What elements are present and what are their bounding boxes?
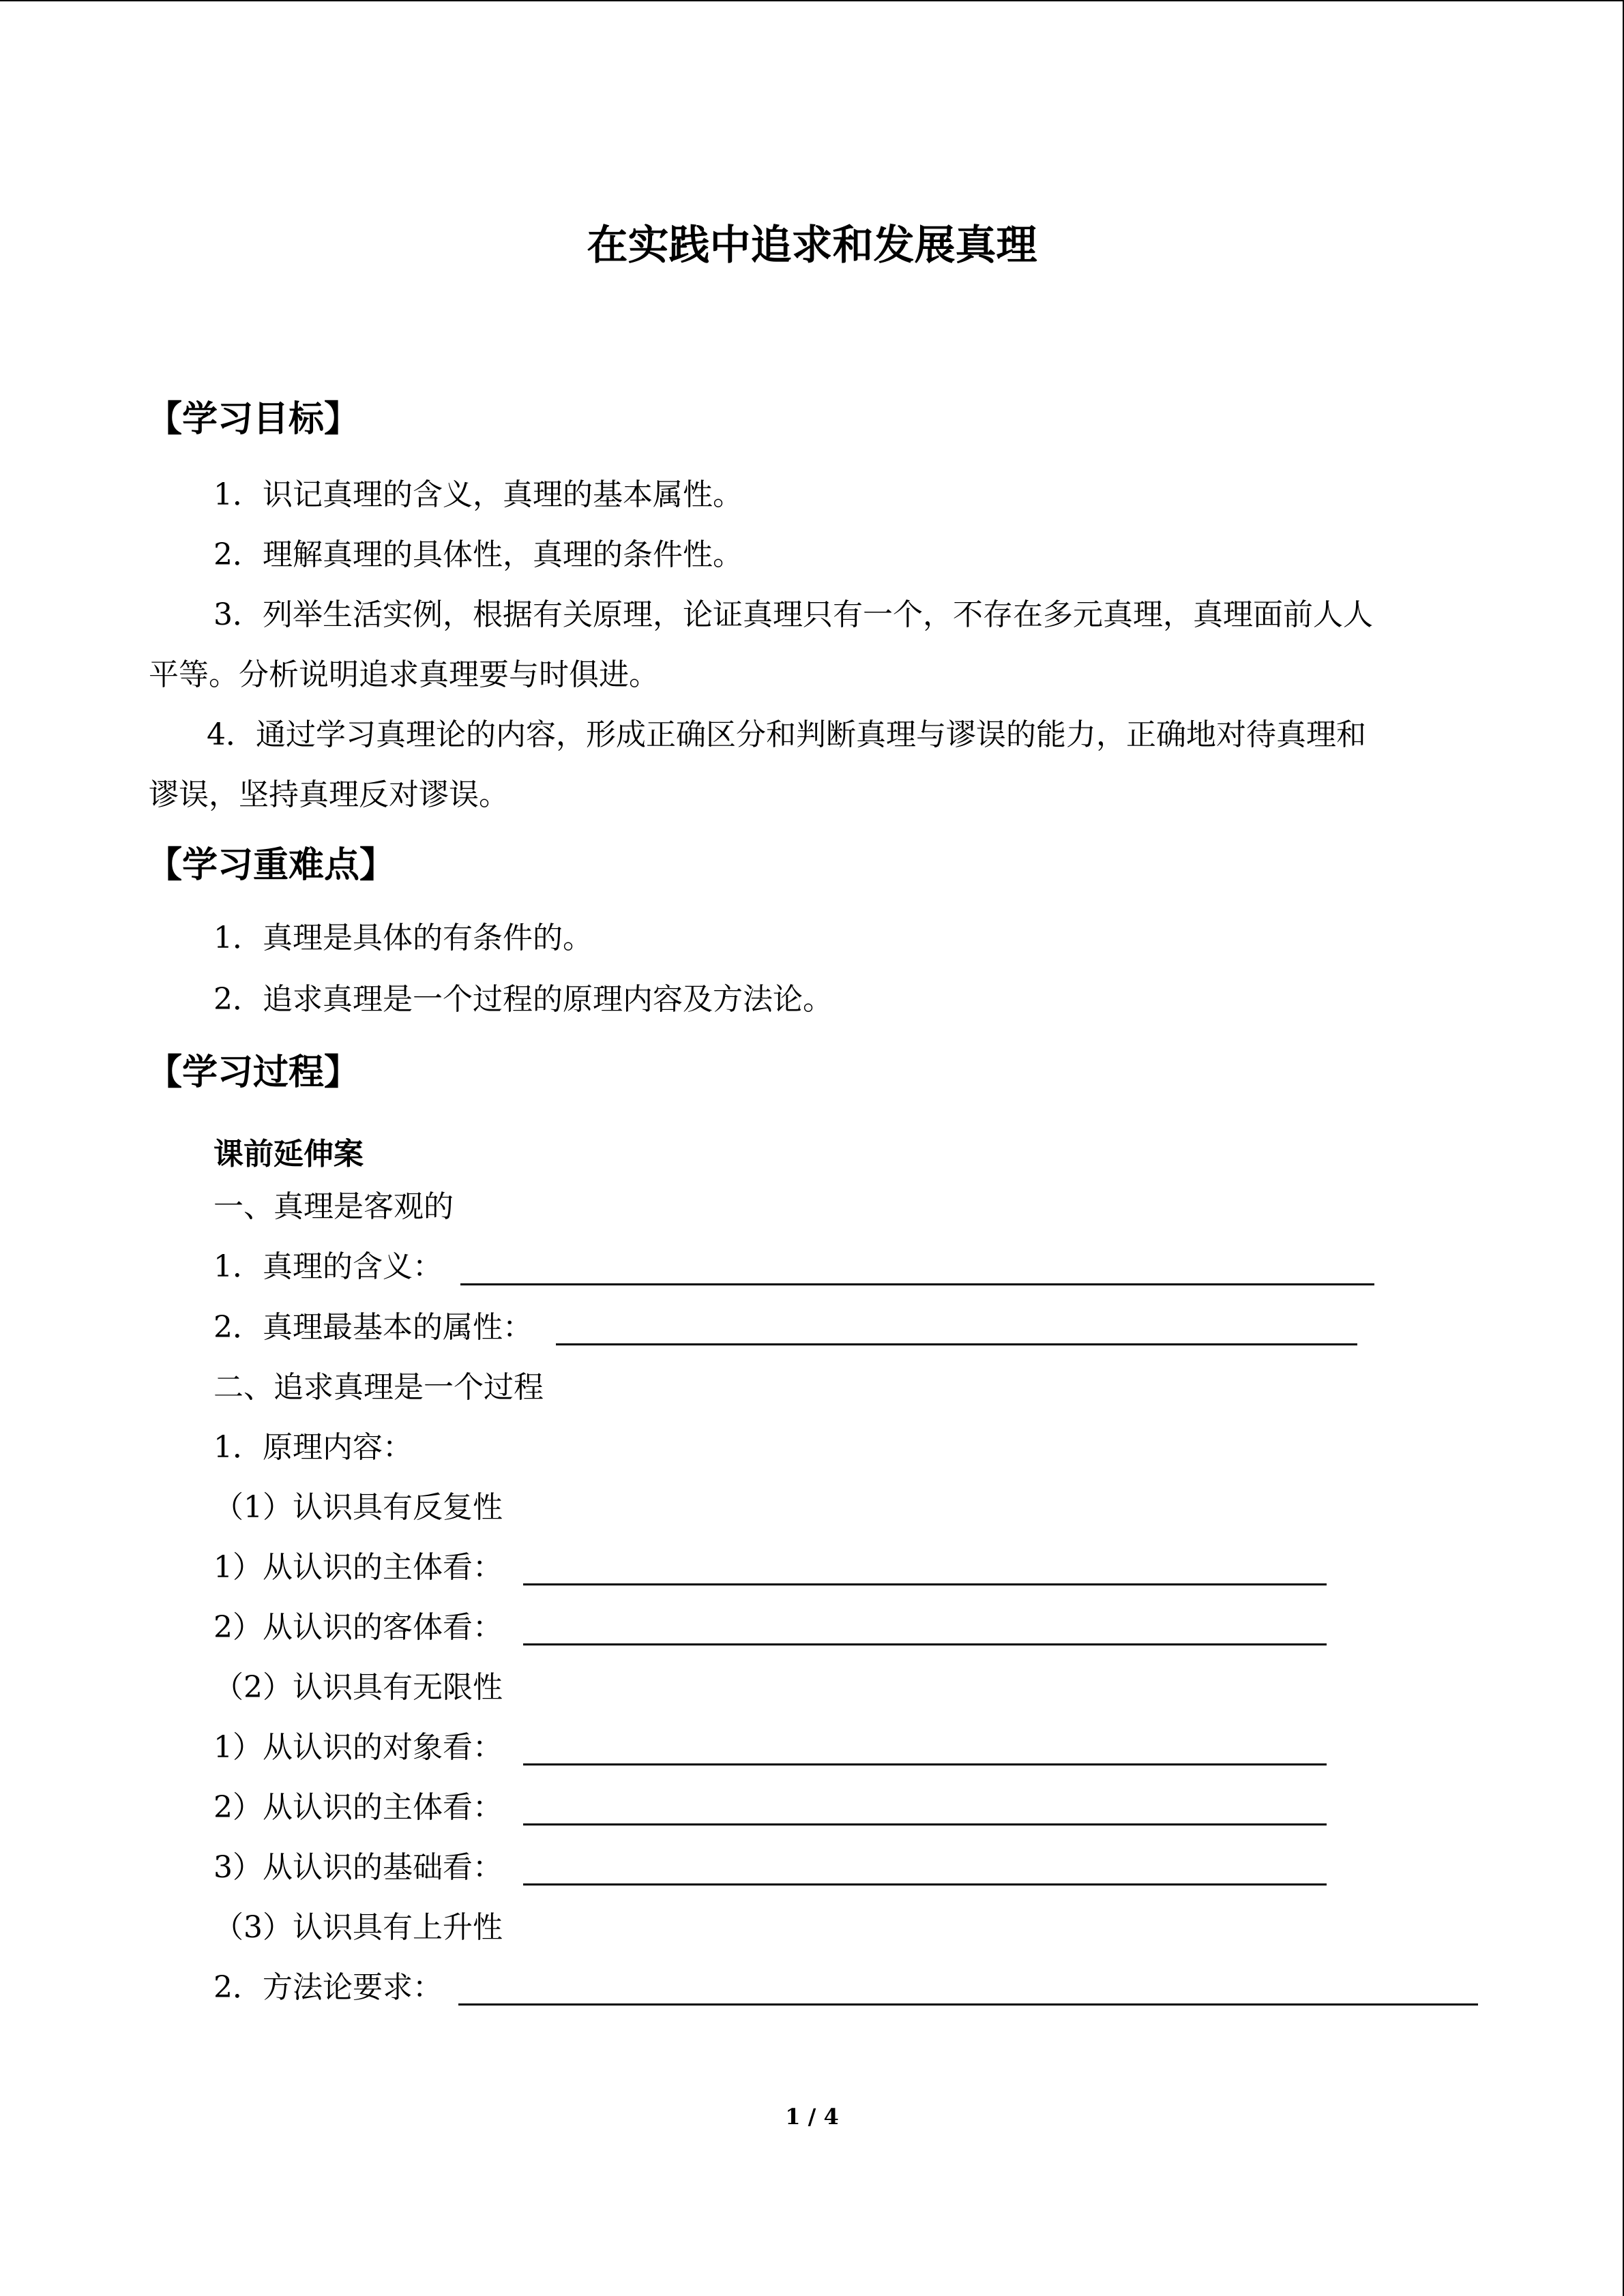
section-heading-process: 【学习过程】 [147, 1052, 360, 1093]
process-line: 1）从认识的主体看： [213, 1550, 503, 1585]
process-line: （1）认识具有反复性 [213, 1490, 503, 1525]
fill-in-blank-line [523, 1583, 1327, 1585]
document-title: 在实践中追求和发展真理 [587, 222, 1037, 269]
fill-in-blank-line [556, 1343, 1357, 1345]
page-number: 1 / 4 [785, 2104, 839, 2130]
fill-in-blank-line [523, 1763, 1327, 1765]
section-heading-objectives: 【学习目标】 [147, 399, 360, 440]
objective-item: 2．理解真理的具体性，真理的条件性。 [213, 537, 743, 572]
section-heading-key-points: 【学习重难点】 [147, 845, 396, 886]
process-line: 2．方法论要求： [213, 1970, 443, 2005]
fill-in-blank-line [523, 1643, 1327, 1645]
objective-item: 4．通过学习真理论的内容，形成正确区分和判断真理与谬误的能力，正确地对待真理和 [207, 717, 1366, 752]
fill-in-blank-line [523, 1883, 1327, 1885]
process-line: （2）认识具有无限性 [213, 1670, 503, 1705]
fill-in-blank-line [458, 2003, 1478, 2006]
process-line: 二、追求真理是一个过程 [213, 1370, 544, 1405]
process-line: 1．真理的含义： [213, 1249, 443, 1284]
process-line: （3）认识具有上升性 [213, 1910, 503, 1945]
fill-in-blank-line [460, 1283, 1374, 1285]
fill-in-blank-line [523, 1823, 1327, 1825]
process-line: 3）从认识的基础看： [213, 1850, 503, 1885]
key-point-item: 1．真理是具体的有条件的。 [213, 921, 593, 955]
objective-item: 1．识记真理的含义，真理的基本属性。 [213, 477, 743, 512]
objective-item-continued: 谬误，坚持真理反对谬误。 [149, 777, 509, 812]
objective-item-continued: 平等。分析说明追求真理要与时俱进。 [149, 657, 659, 692]
process-line: 一、真理是客观的 [213, 1189, 454, 1224]
key-point-item: 2．追求真理是一个过程的原理内容及方法论。 [213, 982, 833, 1017]
process-subheading: 课前延伸案 [213, 1137, 364, 1172]
process-line: 1．原理内容： [213, 1430, 413, 1465]
process-line: 2．真理最基本的属性： [213, 1310, 533, 1345]
process-line: 2）从认识的客体看： [213, 1610, 503, 1645]
objective-item: 3．列举生活实例，根据有关原理，论证真理只有一个，不存在多元真理，真理面前人人 [213, 597, 1373, 632]
process-line: 1）从认识的对象看： [213, 1730, 503, 1765]
process-line: 2）从认识的主体看： [213, 1790, 503, 1825]
